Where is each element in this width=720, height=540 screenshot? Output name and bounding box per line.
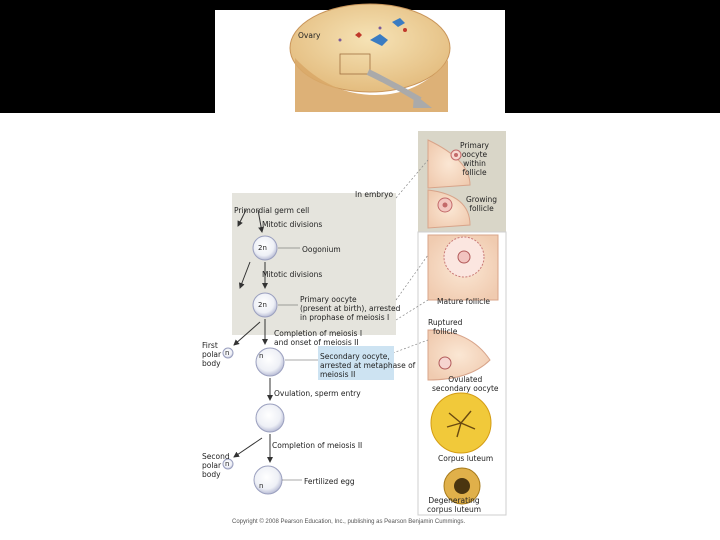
second-polar-body-label: Second polar body xyxy=(202,452,230,479)
fertilized-egg-label: Fertilized egg xyxy=(304,477,355,486)
corpus-luteum-label: Corpus luteum xyxy=(438,454,494,463)
completion-meiosis-ii-label: Completion of meiosis II xyxy=(272,441,363,450)
secondary-oocyte-label: Secondary oocyte, arrested at metaphase of meiosis II xyxy=(320,352,416,379)
ovulated-oocyte-label: Ovulated secondary oocyte xyxy=(432,375,499,393)
ruptured-follicle-label: Ruptured follicle xyxy=(428,318,463,336)
in-embryo-label: In embryo xyxy=(355,190,394,199)
ploidy-n-second-polar: n xyxy=(225,460,230,468)
ploidy-n-secondary: n xyxy=(259,352,264,360)
completion-meiosis-i-label: Completion of meiosis I and onset of meiosis II xyxy=(274,329,363,347)
growing-follicle-label: Growing follicle xyxy=(466,195,498,213)
ploidy-2n-oogonium: 2n xyxy=(258,244,267,252)
primary-oocyte-label: Primary oocyte (present at birth), arrested in prophase of meiosis I xyxy=(300,295,401,322)
mitotic-divisions-label-1: Mitotic divisions xyxy=(262,220,323,229)
ovulation-label: Ovulation, sperm entry xyxy=(274,389,361,398)
degenerating-corpus-luteum-label: Degenerating corpus luteum xyxy=(427,496,482,514)
ploidy-n-first-polar: n xyxy=(225,349,230,357)
copyright-text: Copyright © 2008 Pearson Education, Inc., publishing as Pearson Benjamin Cummings. xyxy=(232,519,466,525)
primordial-germ-cell-label: Primordial germ cell xyxy=(234,206,310,215)
first-polar-body-label: First polar body xyxy=(202,341,222,368)
ploidy-2n-primary: 2n xyxy=(258,301,267,309)
mature-follicle-label: Mature follicle xyxy=(437,297,490,306)
ploidy-n-egg: n xyxy=(259,482,264,490)
ovary-illustration xyxy=(215,4,505,113)
primary-oocyte-follicle-label: Primary oocyte within follicle xyxy=(460,141,489,177)
ovary-label: Ovary xyxy=(298,31,321,40)
oogonium-label: Oogonium xyxy=(302,245,341,254)
mitotic-divisions-label-2: Mitotic divisions xyxy=(262,270,323,279)
